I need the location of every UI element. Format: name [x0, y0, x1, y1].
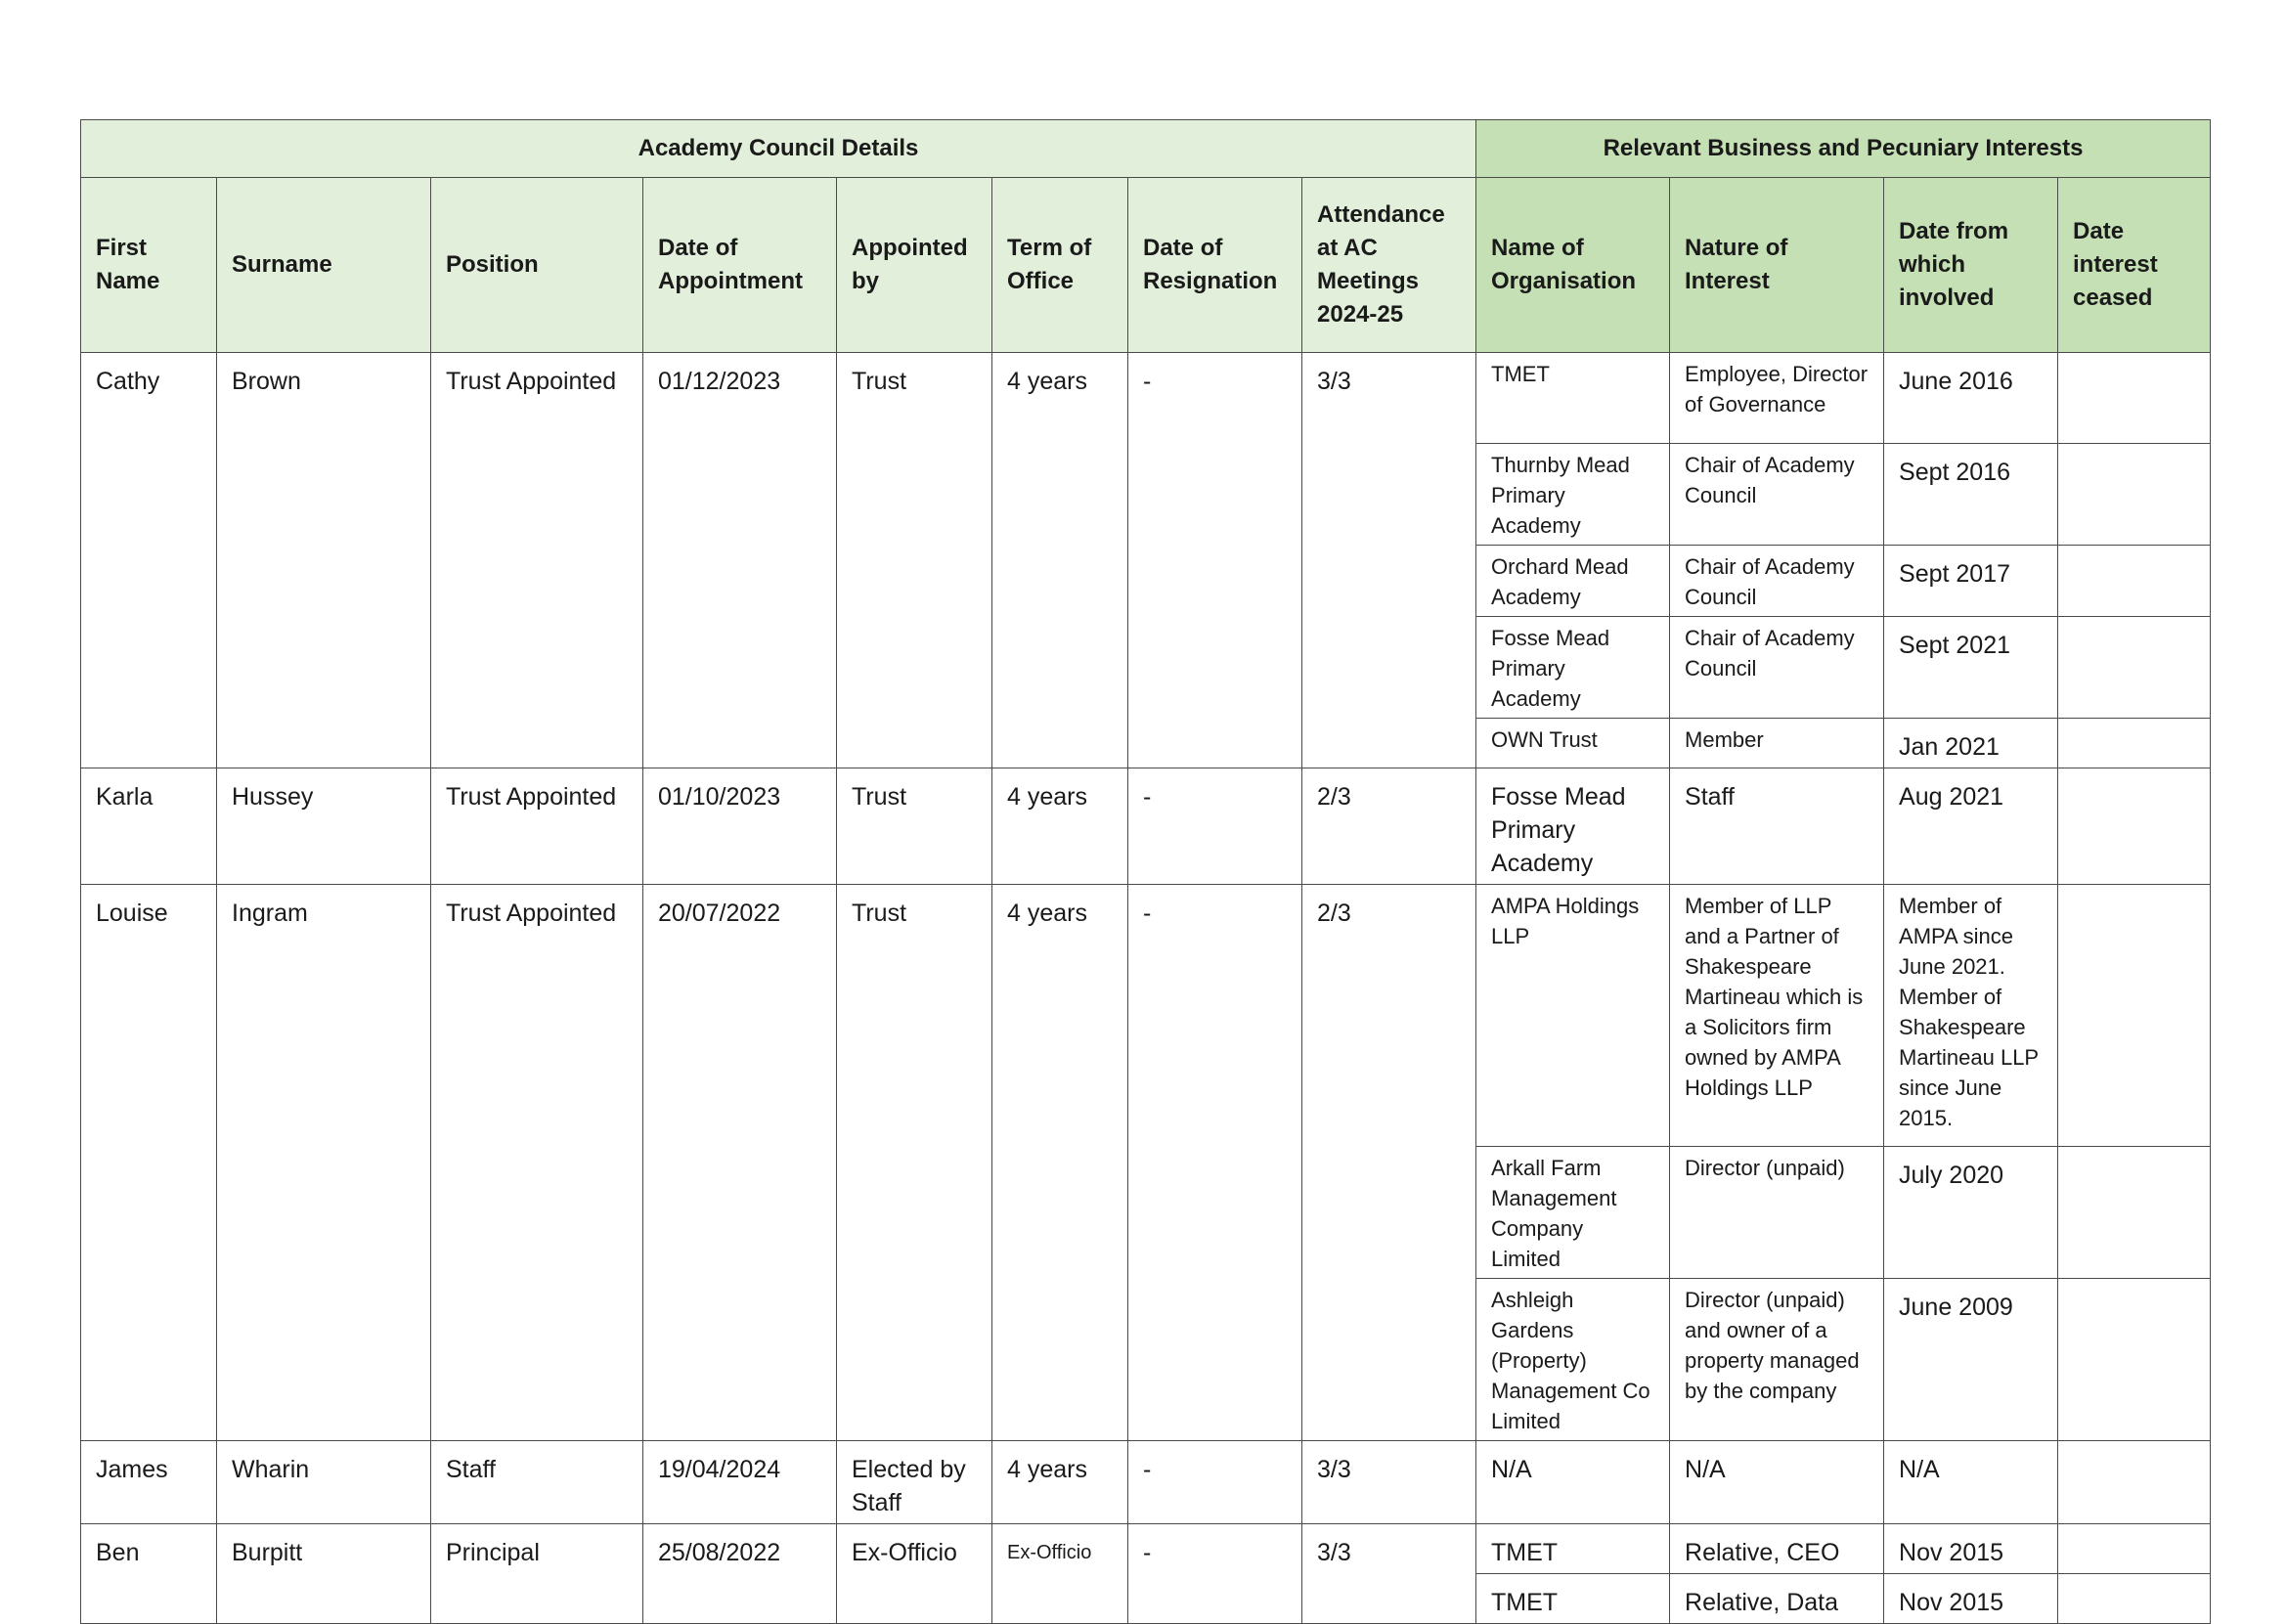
col-header-appointed-by: Appointed by	[837, 178, 992, 353]
cell-appointed-by: Trust	[837, 353, 992, 768]
cell-organisation: Arkall Farm Management Company Limited	[1476, 1147, 1670, 1279]
col-header-date-resignation: Date of Resignation	[1128, 178, 1302, 353]
cell-organisation: Thurnby Mead Primary Academy	[1476, 444, 1670, 546]
col-header-nature: Nature of Interest	[1670, 178, 1884, 353]
cell-date-from: Jan 2021	[1884, 719, 2058, 768]
cell-date-ceased	[2058, 1147, 2211, 1279]
cell-date-appointment: 19/04/2024	[643, 1441, 837, 1524]
cell-date-resignation: -	[1128, 885, 1302, 1441]
cell-nature: N/A	[1670, 1441, 1884, 1524]
cell-surname: Ingram	[217, 885, 431, 1441]
cell-date-from: Aug 2021	[1884, 768, 2058, 885]
cell-surname: Brown	[217, 353, 431, 768]
cell-position: Staff	[431, 1441, 643, 1524]
cell-date-from: Nov 2015	[1884, 1524, 2058, 1574]
cell-organisation: AMPA Holdings LLP	[1476, 885, 1670, 1147]
cell-date-ceased	[2058, 768, 2211, 885]
cell-nature: Relative, CEO	[1670, 1524, 1884, 1574]
cell-date-ceased	[2058, 1279, 2211, 1441]
cell-date-from: Sept 2021	[1884, 617, 2058, 719]
cell-date-ceased	[2058, 617, 2211, 719]
cell-attendance: 2/3	[1302, 768, 1476, 885]
cell-date-appointment: 01/10/2023	[643, 768, 837, 885]
cell-nature: Chair of Academy Council	[1670, 444, 1884, 546]
cell-date-ceased	[2058, 719, 2211, 768]
cell-organisation: Ashleigh Gardens (Property) Management Co Limited	[1476, 1279, 1670, 1441]
cell-date-resignation: -	[1128, 1524, 1302, 1624]
cell-position: Principal	[431, 1524, 643, 1624]
governance-table	[80, 119, 2211, 1624]
cell-date-from: June 2016	[1884, 353, 2058, 444]
table-row	[81, 1524, 2211, 1574]
cell-appointed-by: Trust	[837, 768, 992, 885]
cell-surname: Hussey	[217, 768, 431, 885]
cell-attendance: 3/3	[1302, 1441, 1476, 1524]
cell-position: Trust Appointed	[431, 353, 643, 768]
cell-term: 4 years	[992, 1441, 1128, 1524]
cell-organisation: TMET	[1476, 1524, 1670, 1574]
cell-appointed-by: Ex-Officio	[837, 1524, 992, 1624]
cell-term: Ex-Officio	[992, 1524, 1128, 1624]
cell-organisation: Fosse Mead Primary Academy	[1476, 617, 1670, 719]
col-header-date-from: Date from which involved	[1884, 178, 2058, 353]
cell-date-from: June 2009	[1884, 1279, 2058, 1441]
cell-date-ceased	[2058, 1441, 2211, 1524]
column-header-row	[81, 178, 2211, 353]
cell-attendance: 3/3	[1302, 353, 1476, 768]
col-header-date-appointment: Date of Appointment	[643, 178, 837, 353]
cell-date-ceased	[2058, 1524, 2211, 1574]
cell-surname: Wharin	[217, 1441, 431, 1524]
cell-organisation: TMET	[1476, 1574, 1670, 1624]
col-header-attendance: Attendance at AC Meetings 2024-25	[1302, 178, 1476, 353]
table-row	[81, 1441, 2211, 1524]
col-header-position: Position	[431, 178, 643, 353]
col-header-organisation: Name of Organisation	[1476, 178, 1670, 353]
cell-date-from: Sept 2017	[1884, 546, 2058, 617]
table-row	[81, 885, 2211, 1147]
col-header-first-name: First Name	[81, 178, 217, 353]
cell-date-from: Sept 2016	[1884, 444, 2058, 546]
cell-date-resignation: -	[1128, 1441, 1302, 1524]
cell-nature: Member of LLP and a Partner of Shakespeare Martineau which is a Solicitors firm owned by AMPA Holdings LLP	[1670, 885, 1884, 1147]
cell-term: 4 years	[992, 768, 1128, 885]
cell-date-ceased	[2058, 885, 2211, 1147]
band-academy-council-details: Academy Council Details	[81, 120, 1476, 178]
cell-nature: Employee, Director of Governance	[1670, 353, 1884, 444]
cell-first-name: Ben	[81, 1524, 217, 1624]
cell-date-from: July 2020	[1884, 1147, 2058, 1279]
band-business-interests: Relevant Business and Pecuniary Interests	[1476, 120, 2211, 178]
cell-nature: Staff	[1670, 768, 1884, 885]
cell-organisation: Fosse Mead Primary Academy	[1476, 768, 1670, 885]
cell-appointed-by: Trust	[837, 885, 992, 1441]
cell-nature: Chair of Academy Council	[1670, 546, 1884, 617]
cell-first-name: Cathy	[81, 353, 217, 768]
cell-date-ceased	[2058, 546, 2211, 617]
cell-organisation: TMET	[1476, 353, 1670, 444]
cell-nature: Chair of Academy Council	[1670, 617, 1884, 719]
cell-surname: Burpitt	[217, 1524, 431, 1624]
cell-first-name: Karla	[81, 768, 217, 885]
table-row	[81, 353, 2211, 444]
cell-organisation: N/A	[1476, 1441, 1670, 1524]
cell-nature: Relative, Data	[1670, 1574, 1884, 1624]
cell-date-appointment: 25/08/2022	[643, 1524, 837, 1624]
band-header-row	[81, 120, 2211, 178]
cell-term: 4 years	[992, 353, 1128, 768]
cell-position: Trust Appointed	[431, 768, 643, 885]
cell-date-from: Nov 2015	[1884, 1574, 2058, 1624]
cell-date-ceased	[2058, 353, 2211, 444]
cell-date-ceased	[2058, 1574, 2211, 1624]
cell-date-resignation: -	[1128, 353, 1302, 768]
cell-nature: Director (unpaid) and owner of a property managed by the company	[1670, 1279, 1884, 1441]
col-header-surname: Surname	[217, 178, 431, 353]
cell-date-appointment: 01/12/2023	[643, 353, 837, 768]
cell-position: Trust Appointed	[431, 885, 643, 1441]
cell-nature: Member	[1670, 719, 1884, 768]
cell-nature: Director (unpaid)	[1670, 1147, 1884, 1279]
cell-first-name: Louise	[81, 885, 217, 1441]
cell-date-appointment: 20/07/2022	[643, 885, 837, 1441]
col-header-term: Term of Office	[992, 178, 1128, 353]
cell-organisation: Orchard Mead Academy	[1476, 546, 1670, 617]
cell-attendance: 2/3	[1302, 885, 1476, 1441]
cell-date-from: N/A	[1884, 1441, 2058, 1524]
cell-term: 4 years	[992, 885, 1128, 1441]
cell-first-name: James	[81, 1441, 217, 1524]
table-row	[81, 768, 2211, 885]
cell-date-resignation: -	[1128, 768, 1302, 885]
cell-attendance: 3/3	[1302, 1524, 1476, 1624]
cell-date-from: Member of AMPA since June 2021. Member of Shakespeare Martineau LLP since June 2015.	[1884, 885, 2058, 1147]
cell-organisation: OWN Trust	[1476, 719, 1670, 768]
cell-appointed-by: Elected by Staff	[837, 1441, 992, 1524]
col-header-date-ceased: Date interest ceased	[2058, 178, 2211, 353]
cell-date-ceased	[2058, 444, 2211, 546]
